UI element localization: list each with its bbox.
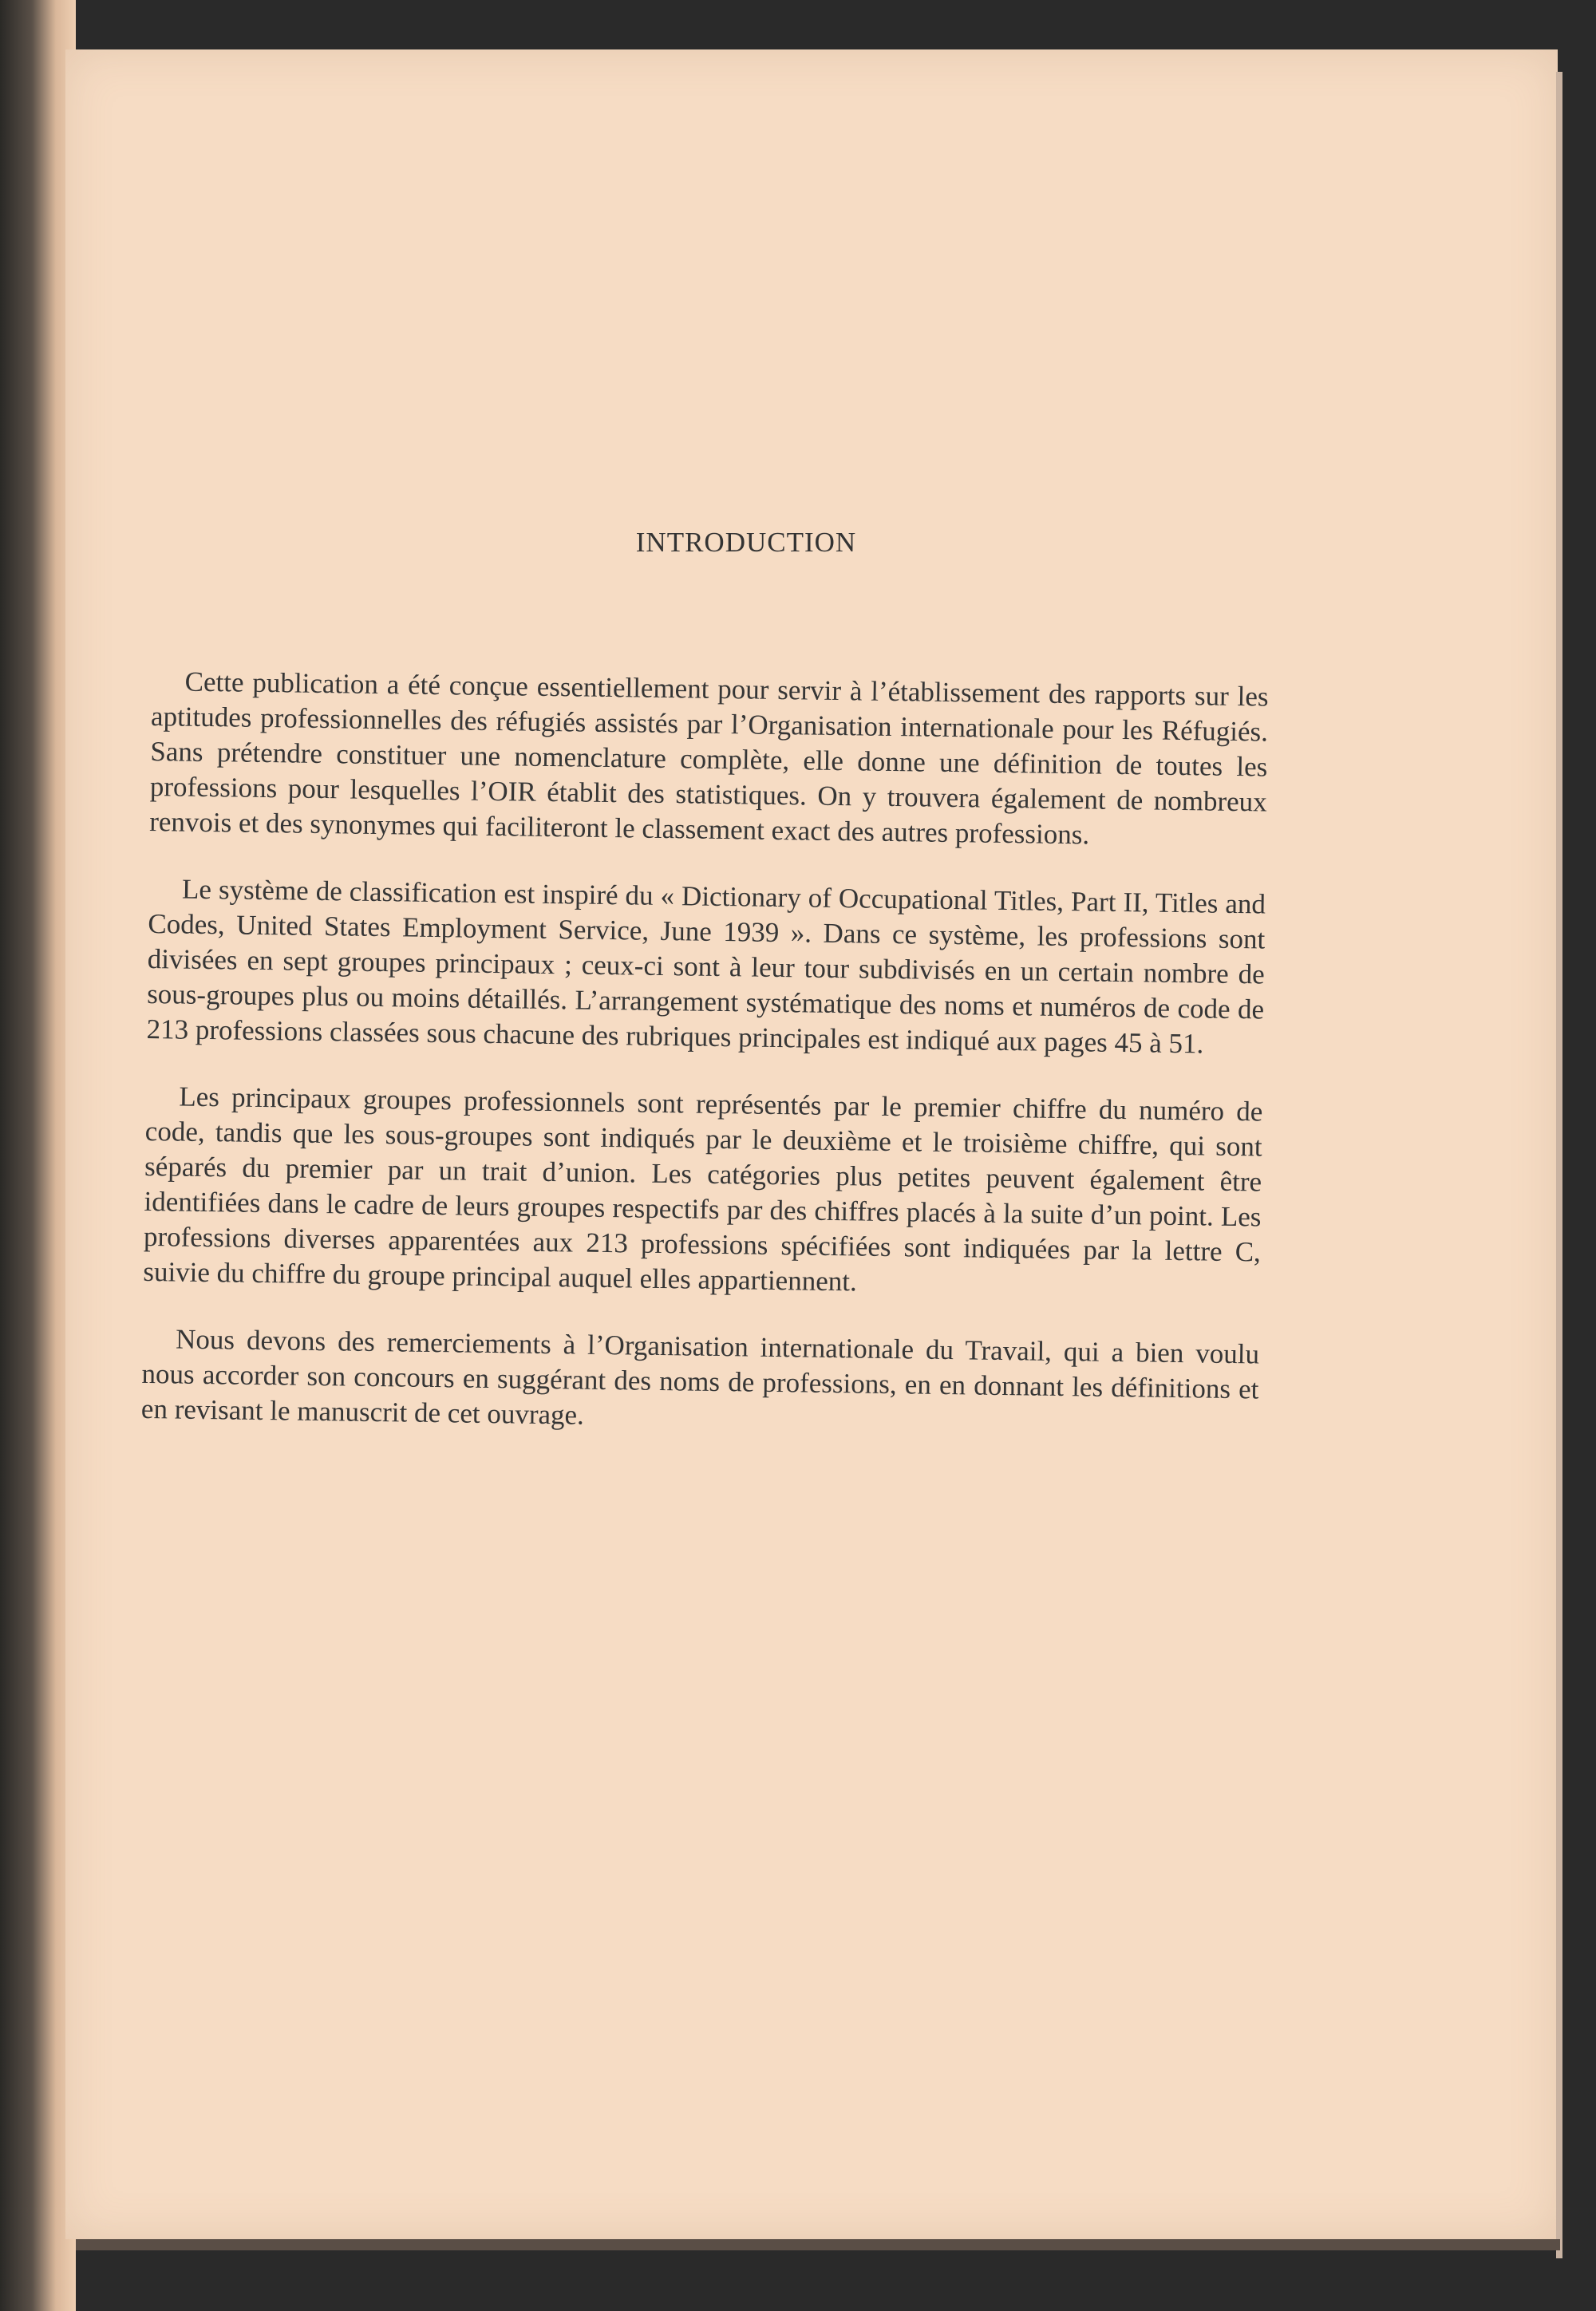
paragraph-4: Nous devons des remerciements à l’Organisation internationale du Travail, qui a bien voulu nous accorder son concours en suggérant des noms de professions, en en donnant les définitions et en revisant le manuscrit de cet ouvrage. <box>140 1323 1260 1431</box>
paragraph-2: Le système de classification est inspiré du « Dictionary of Occupational Titles, Part II, Titles and Codes, United States Employment Service, June 1939 ». Dans ce système, les professions sont divisées en sept groupes principaux ; ceux-ci sont à leur tour subdivisés en un certain nombre de sous-groupes plus ou moins détaillés. L’arrangement systématique des noms et numéros de code de 213 professions classées sous chacune des rubriques principales est indiqué aux pages 45 à 51. <box>146 873 1266 1060</box>
paragraph-3: Les principaux groupes professionnels sont représentés par le premier chiffre du numéro de code, tandis que les sous-groupes sont indiqués par le deuxième et le troisième chiffre, qui sont séparés du premier par un trait d’union. Les catégories plus petites peuvent également être identifiées dans le cadre de leurs groupes respectifs par des chiffres placés à la suite d’un point. Les professions diverses apparentées aux 213 professions spécifiées sont indiquées par la lettre C, suivie du chiffre du groupe principal auquel elles appartiennent. <box>143 1080 1263 1298</box>
page-bottom-edge <box>76 2239 1560 2250</box>
page-binding-edge <box>0 0 76 2311</box>
paragraph-1: Cette publication a été conçue essentiellement pour servir à l’établissement des rapports sur les aptitudes professionnelles des réfugiés assistés par l’Organisation internationale pour les Réfugiés. Sans prétendre constituer une nomenclature complète, elle donne une définition de toutes les professions pour lesquelles l’OIR établit des statistiques. On y trouvera également de nombreux renvois et des synonymes qui faciliteront le classement exact des autres professions. <box>148 666 1269 851</box>
page-title: INTRODUCTION <box>635 527 857 558</box>
body-text <box>140 664 1269 1474</box>
page-right-edge <box>1556 72 1562 2258</box>
